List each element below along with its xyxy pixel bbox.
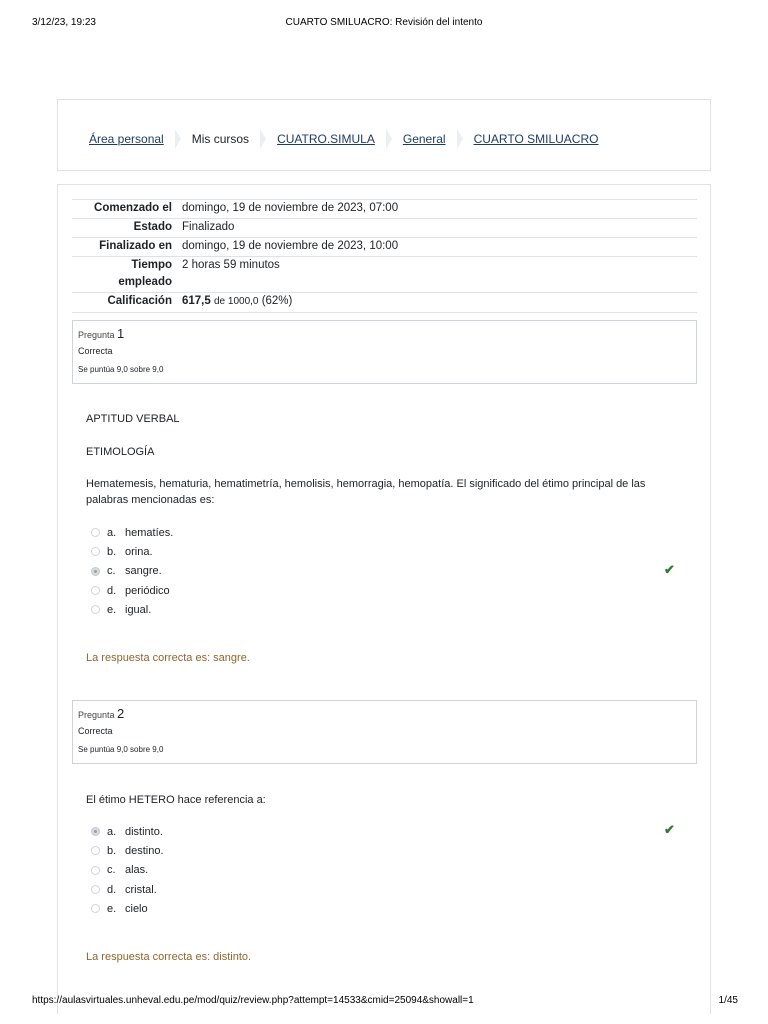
answer-option[interactable] [91, 542, 173, 561]
answer-text: cristal. [125, 883, 157, 896]
correct-answer-feedback: La respuesta correcta es: sangre. [86, 652, 250, 664]
summary-label: Calificación [107, 295, 172, 307]
radio-button[interactable] [91, 605, 100, 614]
breadcrumb-quiz[interactable]: CUARTO SMILUACRO [473, 132, 599, 146]
attempt-summary-table [72, 199, 697, 313]
question-state: Correcta [78, 346, 113, 356]
check-icon: ✔ [664, 562, 675, 577]
summary-value: 2 horas 59 minutos [182, 259, 280, 271]
answer-option[interactable] [91, 600, 173, 619]
answer-text: sangre. [125, 565, 162, 578]
question-section: APTITUD VERBAL [86, 413, 180, 425]
summary-label: Finalizado en [99, 240, 172, 252]
answer-letter: c. [107, 565, 116, 578]
answer-letter: b. [107, 545, 117, 558]
answer-option-selected[interactable] [91, 822, 164, 841]
answer-letter: e. [107, 603, 117, 616]
summary-row-time [72, 256, 697, 292]
answer-text: periódico [125, 584, 170, 597]
breadcrumb-area-personal[interactable]: Área personal [89, 132, 164, 146]
radio-button-selected[interactable] [91, 827, 100, 836]
radio-button[interactable] [91, 547, 100, 556]
answer-option[interactable] [91, 899, 164, 918]
answer-text: alas. [125, 864, 149, 877]
breadcrumb-separator [260, 129, 266, 149]
question-number-value: 2 [117, 706, 125, 721]
question-number [78, 326, 124, 341]
question-number-prefix: Pregunta [78, 710, 115, 720]
breadcrumb-separator [175, 129, 181, 149]
question-info-1 [72, 320, 697, 384]
answer-letter: a. [107, 526, 117, 539]
answer-letter: d. [107, 883, 117, 896]
print-title: CUARTO SMILUACRO: Revisión del intento [285, 17, 483, 28]
summary-label: Tiempo [131, 259, 172, 271]
question-topic: ETIMOLOGÍA [86, 446, 155, 458]
radio-button[interactable] [91, 528, 100, 537]
question-number [78, 706, 124, 721]
breadcrumb-course[interactable]: CUATRO.SIMULA [277, 132, 375, 146]
question-text: Hematemesis, hematuria, hematimetría, hemolisis, hemorragia, hemopatía. El significado del étimo principal de las palabras mencionadas es: [86, 478, 646, 506]
question-number-prefix: Pregunta [78, 330, 115, 340]
summary-label: Estado [133, 221, 172, 233]
print-date: 3/12/23, 19:23 [32, 17, 96, 28]
correct-answer-feedback: La respuesta correcta es: distinto. [86, 951, 252, 963]
radio-button-selected[interactable] [91, 567, 100, 576]
radio-button[interactable] [91, 885, 100, 894]
answer-list-2 [91, 822, 164, 918]
answer-letter: a. [107, 825, 117, 838]
answer-text: destino. [125, 844, 164, 857]
summary-row-finished [72, 237, 697, 256]
summary-row-grade [72, 292, 697, 313]
answer-option[interactable] [91, 861, 164, 880]
breadcrumb-container [57, 99, 711, 171]
summary-row-started [72, 199, 697, 218]
summary-label: Comenzado el [94, 202, 172, 214]
breadcrumb-general[interactable]: General [402, 132, 446, 146]
summary-row-state [72, 218, 697, 237]
answer-letter: c. [107, 864, 116, 877]
answer-letter: d. [107, 584, 117, 597]
answer-letter: e. [107, 902, 117, 915]
grade-score: 617,5 [182, 295, 211, 307]
question-grade: Se puntúa 9,0 sobre 9,0 [78, 745, 164, 754]
answer-text: distinto. [125, 825, 163, 838]
summary-label: empleado [118, 276, 172, 288]
summary-value: domingo, 19 de noviembre de 2023, 10:00 [182, 240, 399, 252]
question-info-2 [72, 700, 697, 764]
question-number-value: 1 [117, 326, 125, 341]
question-text: El étimo HETERO hace referencia a: [86, 794, 266, 806]
answer-text: hematíes. [125, 526, 174, 539]
breadcrumb-separator [386, 129, 392, 149]
answer-option[interactable] [91, 523, 173, 542]
question-grade: Se puntúa 9,0 sobre 9,0 [78, 365, 164, 374]
question-state: Correcta [78, 726, 113, 736]
breadcrumb-separator [457, 129, 463, 149]
answer-letter: b. [107, 844, 117, 857]
answer-option[interactable] [91, 581, 173, 600]
answer-option-selected[interactable] [91, 562, 173, 581]
grade-max: de 1000,0 [213, 296, 259, 307]
breadcrumb-mis-cursos[interactable]: Mis cursos [191, 132, 250, 146]
print-page-number: 1/45 [718, 995, 738, 1006]
answer-text: cielo [125, 902, 148, 915]
radio-button[interactable] [91, 866, 100, 875]
print-url: https://aulasvirtuales.unheval.edu.pe/mod/quiz/review.php?attempt=14533&cmid=25094&showall=1 [32, 995, 474, 1006]
check-icon: ✔ [664, 822, 675, 837]
summary-value: domingo, 19 de noviembre de 2023, 07:00 [182, 202, 399, 214]
answer-option[interactable] [91, 841, 164, 860]
answer-text: igual. [125, 603, 152, 616]
grade-percent: (62%) [261, 295, 293, 307]
answer-option[interactable] [91, 880, 164, 899]
answer-list-1 [91, 523, 173, 619]
answer-text: orina. [125, 545, 153, 558]
summary-value [182, 295, 292, 307]
breadcrumb [89, 129, 598, 149]
radio-button[interactable] [91, 586, 100, 595]
radio-button[interactable] [91, 904, 100, 913]
radio-button[interactable] [91, 846, 100, 855]
summary-value: Finalizado [182, 221, 235, 233]
